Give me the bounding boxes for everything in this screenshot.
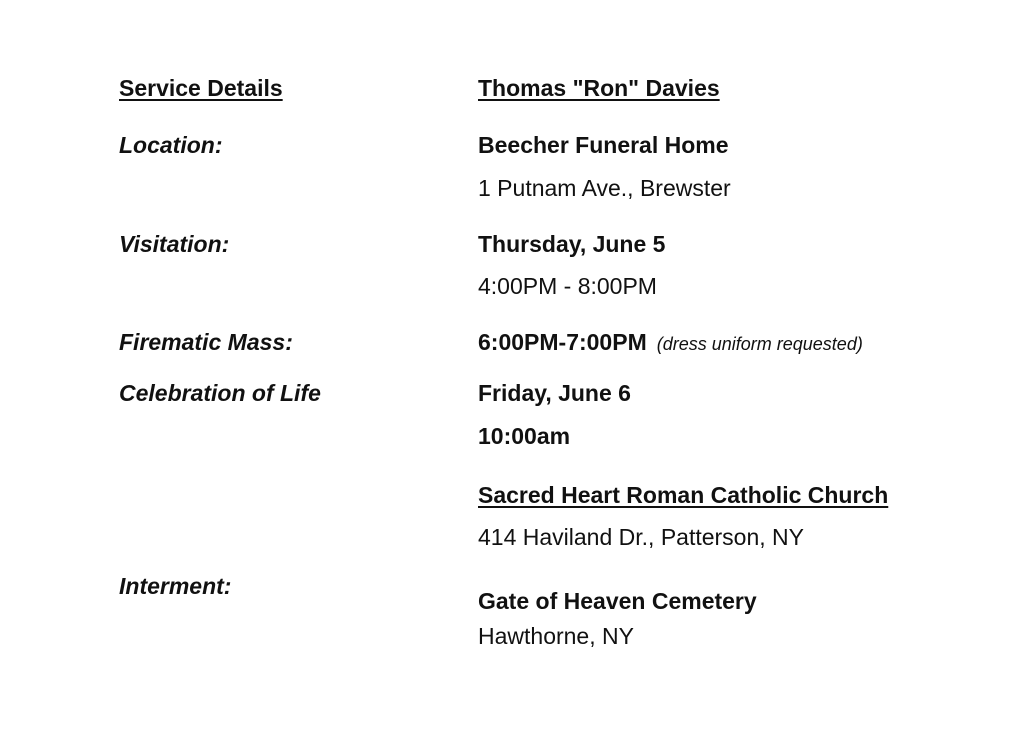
celebration-label: Celebration of Life: [119, 380, 321, 406]
location-address: 1 Putnam Ave., Brewster: [478, 175, 731, 201]
service-details-heading: Service Details: [119, 75, 283, 101]
deceased-name-heading: Thomas "Ron" Davies: [478, 75, 720, 101]
firematic-mass-label: Firematic Mass:: [119, 329, 293, 355]
visitation-label: Visitation:: [119, 231, 230, 257]
celebration-time: 10:00am: [478, 423, 571, 449]
celebration-venue: Sacred Heart Roman Catholic Church: [478, 482, 889, 508]
interment-address: Hawthorne, NY: [478, 623, 634, 649]
celebration-address: 414 Haviland Dr., Patterson, NY: [478, 524, 804, 550]
firematic-mass-note: (dress uniform requested): [656, 334, 863, 354]
location-venue: Beecher Funeral Home: [478, 132, 729, 158]
interment-venue: Gate of Heaven Cemetery: [478, 588, 757, 614]
firematic-mass-time: 6:00PM-7:00PM: [478, 329, 647, 355]
visitation-date: Thursday, June 5: [478, 231, 666, 257]
location-label: Location:: [119, 132, 223, 158]
celebration-date: Friday, June 6: [478, 380, 631, 406]
firematic-mass-row: [478, 331, 863, 354]
visitation-time: 4:00PM - 8:00PM: [478, 273, 657, 299]
interment-label: Interment:: [119, 573, 232, 599]
